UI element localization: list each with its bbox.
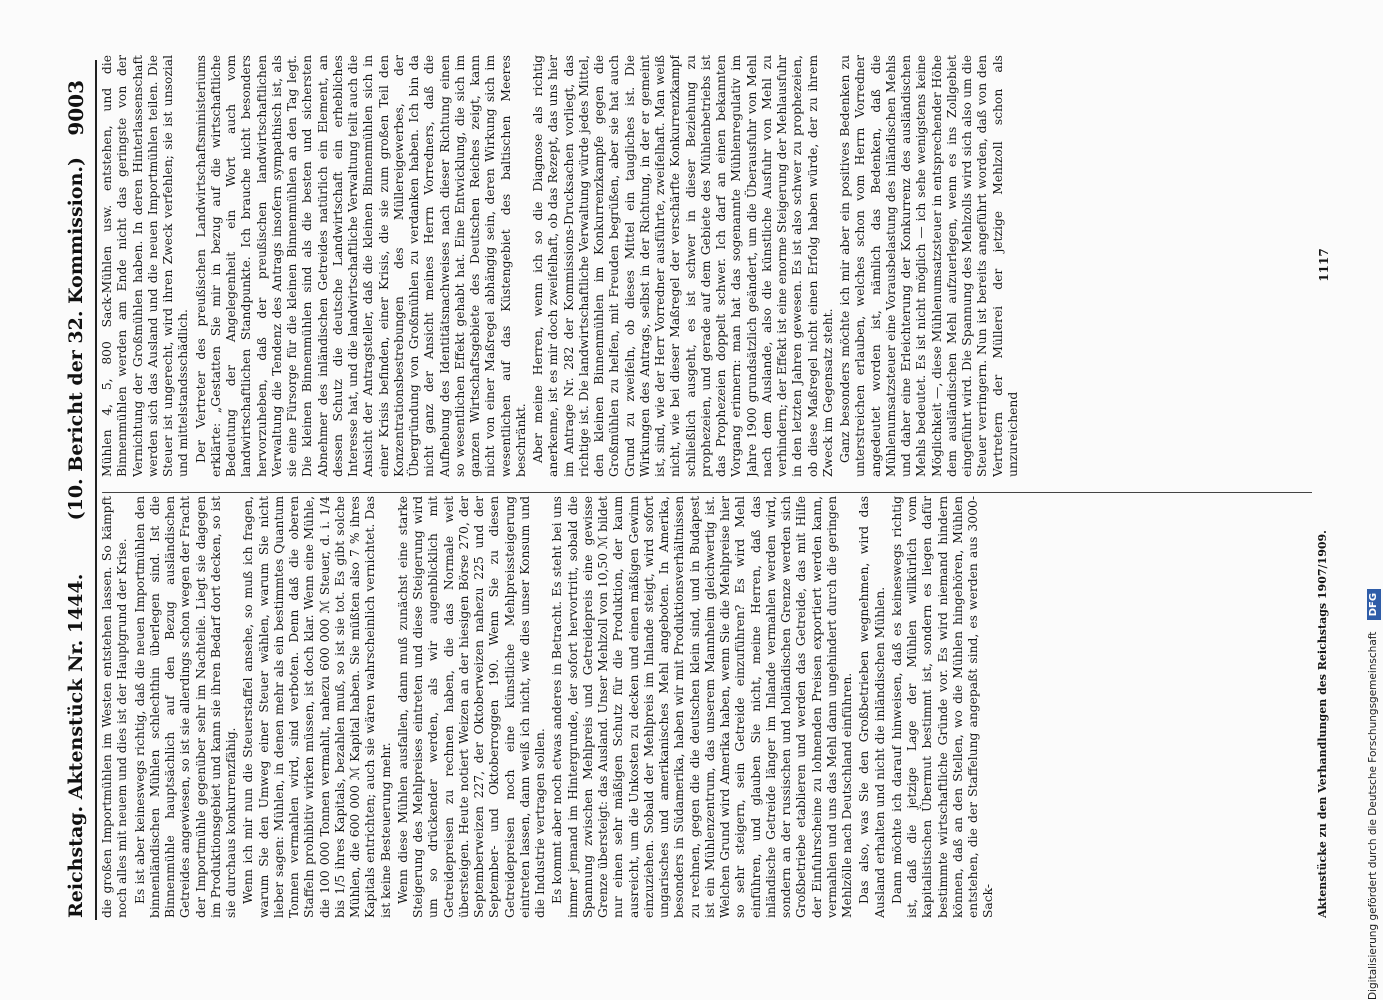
paragraph: die großen Importmühlen im Westen entstehen lassen. So kämpft noch alles mit neuem und dies ist der Hauptgrund der Krise. (100, 496, 130, 918)
paragraph: Dann möchte ich darauf hinweisen, daß es keineswegs richtig ist, daß die jetzige Lage der Mühlen willkürlich vom kapitalistischen Übermut bestimmt ist, sondern es liegen dafür bestimmte wirtschaftliche Gründe vor. Es wird niemand hindern können, daß an den Stellen, wo die Mühlen hingehören, Mühlen entstehen, die der Staffelung angepaßt sind, es werden aus 3000-Sack- (889, 496, 996, 918)
paragraph: Der Vertreter des preußischen Landwirtschaftsministeriums erklärte: „Gestatten Sie mir in bezug auf die wirtschaftliche Bedeutung der Angelegenheit ein Wort auch vom landwirtschaftlichen Standpunkte. Ich brauche nicht besonders hervorzuheben, daß der preußischen landwirtschaftlichen Verwaltung die Tendenz des Antrags insofern sympathisch ist, als sie eine Fürsorge für die kleinen Binnenmühlen an den Tag legt. Die kleinen Binnenmühlen sind als die besten und sichersten Abnehmer des inländischen Getreides natürlich ein Element, an dessen Schutz die deutsche Landwirtschaft ein erhebliches Interesse hat, und die landwirtschaftliche Verwaltung teilt auch die Ansicht der Antragsteller, daß die kleinen Binnenmühlen sich in einer Krisis befinden, einer Krisis, die sie zum großen Teil den Konzentrationsbestrebungen des Müllereigewerbes, der Übergründung von Großmühlen zu verdanken haben. Ich bin da nicht ganz der Ansicht meines Herrn Vorredners, daß die Aufhebung des Identitätsnachweises nach dieser Richtung einen so wesentlichen Effekt gehabt hat. Eine Entwicklung, die sich im ganzen Wirtschaftsgebiete des Deutschen Reiches zeigt, kann nicht von einer Maßregel abhängig sein, deren Wirkung sich im wesentlichen auf das Küstengebiet des baltischen Meeres beschränkt. (193, 55, 528, 477)
credit-text: Digitalisierung gefördert durch die Deutsche Forschungsgemeinschaft (1367, 631, 1379, 1000)
paragraph: Das also, was Sie den Großbetrieben wegnehmen, wird das Ausland erhalten und nicht die inländischen Mühlen. (857, 496, 887, 918)
paragraph: Wenn ich mir nun die Steuerstaffel ansehe, so muß ich fragen, warum Sie den Umweg einer Steuer wählen, warum Sie nicht lieber sagen: Mühlen, in denen mehr als ein bestimmtes Quantum Tonnen vermahlen wird, sind verboten. Denn daß die oberen Staffeln prohibitiv wirken müssen, ist doch klar. Wenn eine Mühle, die 100 000 Tonnen vermahlt, nahezu 600 000 ℳ Steuer, d. i. 1/4 bis 1/5 ihres Kapitals, bezahlen muß, so ist sie tot. Es gibt solche Mühlen, die 600 000 ℳ Kapital haben. Sie müßten also 7 % ihres Kapitals entrichten; auch sie wären wahrscheinlich vernichtet. Das ist keine Besteuerung mehr. (241, 496, 393, 918)
paragraph: Es ist aber keineswegs richtig, daß die neuen Importmühlen den binnenländischen Mühlen schlechthin überlegen sind. Ist die Binnenmühle hauptsächlich auf den Bezug ausländischen Getreides angewiesen, so ist sie allerdings schon wegen der Fracht der Importmühle gegenüber sehr im Nachteile. Liegt sie dagegen im Produktionsgebiet und kann sie ihren Bedarf dort decken, so ist sie durchaus konkurrenzfähig. (132, 496, 238, 918)
paragraph: Es kommt aber noch etwas anderes in Betracht. Es steht bei uns immer jemand im Hintergrunde, der sofort hervortritt, sobald die Spannung zwischen Mehlpreis und Getreidepreis eine gewisse Grenze übersteigt: das Ausland. Unser Mehlzoll von 10,50 ℳ bildet nur einen sehr mäßigen Schutz für die Produktion, der kaum ausreicht, um die Unkosten zu decken und einen mäßigen Gewinn einzuziehen. Sobald der Mehlpreis im Inlande steigt, wird sofort ungarisches und amerikanisches Mehl angeboten. In Amerika, besonders in Südamerika, haben wir mit Produktionsverhältnissen zu rechnen, gegen die die deutschen klein sind, und in Budapest ist ein Mühlenzentrum, das unserem Mannheim gleichwertig ist. Welchen Grund wird Amerika haben, wenn Sie die Mehlpreise hier so sehr steigern, sein Getreide einzuführen? Es wird Mehl einführen, und glauben Sie nicht, meine Herren, daß das inländische Getreide länger im Inlande vermahlen werden wird, sondern an der russischen und holländischen Grenze werden sich Großbetriebe etablieren und werden das Getreide, das mit Hilfe der Einfuhrscheine zu lohnenden Preisen exportiert werden kann, vermahlen und uns das Mehl dann ungehindert durch die geringen Mehlzölle nach Deutschland einführen. (550, 496, 854, 918)
paragraph: Ganz besonders möchte ich mir aber ein positives Bedenken zu unterstreichen erlauben, welches schon vom Herrn Vorredner angedeutet worden ist, nämlich das Bedenken, daß die Mühlenumsatzsteuer eine Vorausbelastung des inländischen Mehls und daher eine Erleichterung der Konkurrenz des ausländischen Mehls bedeutet. Es ist nicht möglich — ich sehe wenigstens keine Möglichkeit —, diese Mühlenumsatzsteuer in entsprechender Höhe dem ausländischen Mehl aufzuerlegen, wenn es ins Zollgebiet eingeführt wird. Die Spannung des Mehlzolls wird sich also um die Steuer verringern. Nun ist bereits angeführt worden, daß von den Vertretern der Müllerei der jetzige Mehlzoll schon als unzureichend (838, 55, 1020, 477)
page-number: 9003 (64, 80, 88, 136)
header-center: (10. Bericht der 32. Kommission.) (65, 157, 87, 521)
paragraph: Wenn diese Mühlen ausfallen, dann muß zunächst eine starke Steigerung des Mehlpreises eintreten und diese Steigerung wird um so drückender werden, als wir augenblicklich mit Getreidepreisen zu rechnen haben, die das Normale weit übersteigen. Heute notiert Weizen an der hiesigen Börse 270, der Septemberweizen 227, der Oktoberweizen nahezu 225 und der September- und Oktoberroggen 190. Wenn Sie zu diesen Getreidepreisen noch eine künstliche Mehlpreissteigerung eintreten lassen, dann weiß ich nicht, wie dies unser Konsum und die Industrie vertragen sollen. (395, 496, 547, 918)
header-left: Reichstag. Aktenstück Nr. 1444. (65, 573, 87, 918)
footer-note: Aktenstücke zu den Verhandlungen des Reichstags 1907/1909. (1316, 530, 1329, 918)
dfg-logo: DFG (1367, 589, 1381, 620)
running-header (58, 157, 94, 918)
header-rule (95, 60, 97, 920)
right-column (100, 55, 1315, 477)
footer-page-number: 1117 (1317, 248, 1331, 282)
paragraph: Aber meine Herren, wenn ich so die Diagnose als richtig anerkenne, ist es mir doch zweifelhaft, ob das Rezept, das uns hier im Antrage Nr. 282 der Kommissions-Drucksachen vorliegt, das richtige ist. Die landwirtschaftliche Verwaltung würde jedes Mittel, den kleinen Binnenmühlen im Konkurrenzkampfe gegen die Großmühlen zu helfen, mit Freuden begrüßen, aber sie hat auch Grund zu zweifeln, ob dieses Mittel ein taugliches ist. Die Wirkungen des Antrags, selbst in der Richtung, in der er gemeint ist, sind, wie der Herr Vorredner ausführte, zweifelhaft. Man weiß nicht, wie bei dieser Maßregel der verschärfte Konkurrenzkampf schließlich ausgeht, es ist schwer in dieser Beziehung zu prophezeien, und gerade auf dem Gebiete des Mühlenbetriebs ist das Prophezeien doppelt schwer. Ich darf an einen bekannten Vorgang erinnern: man hat das sogenannte Mühlenregulativ im Jahre 1900 grundsätzlich geändert, um die Überausfuhr von Mehl nach dem Auslande, also die künstliche Ausfuhr von Mehl zu verhindern; der Effekt ist eine enorme Steigerung der Mehlausfuhr in den letzten Jahren gewesen. Es ist also schwer zu prophezeien, ob diese Maßregel nicht einen Erfolg haben würde, der zu ihrem Zweck im Gegensatz steht. (531, 55, 835, 477)
digitization-credit (1357, 10, 1383, 1000)
paragraph: Mühlen 4, 5, 800 Sack-Mühlen usw. entstehen, und die Binnenmühlen werden am Ende nicht das geringste von der Vernichtung der Großmühlen haben. In deren Hinterlassenschaft werden sich das Ausland und die neuen Importmühlen teilen. Die Steuer ist ungerecht, wird ihren Zweck verfehlen; sie ist unsozial und mittelstandsschädlich. (100, 55, 191, 477)
left-column (100, 496, 1315, 918)
column-divider (102, 492, 1312, 493)
